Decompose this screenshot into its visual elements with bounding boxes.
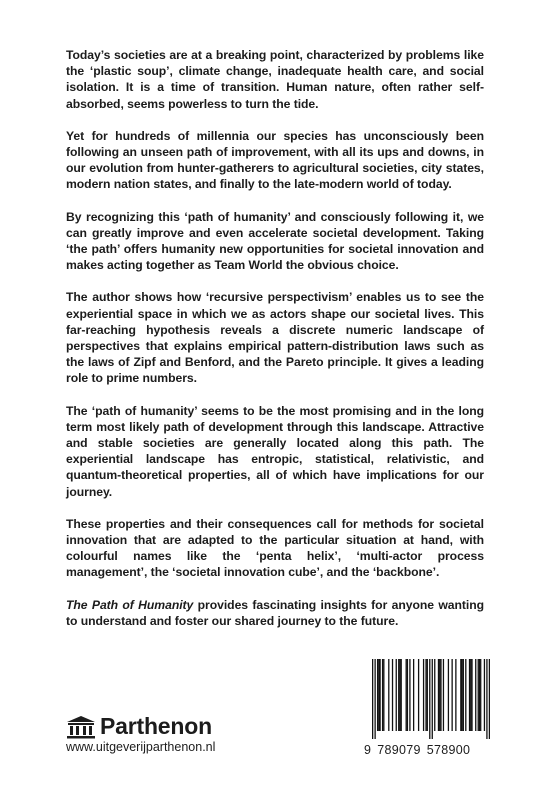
barcode-bar bbox=[388, 659, 389, 731]
blurb-paragraph-1: Today’s societies are at a breaking point, characterized by problems like the ‘plastic soup’, climate change, inadequate health care, and social isolation. It is a time of transition. Human nature, often rather self-absorbed, seems powerless to turn the tide. bbox=[66, 48, 484, 111]
barcode-bar bbox=[471, 659, 472, 731]
barcode-bar bbox=[399, 659, 400, 731]
book-title: The Path of Humanity bbox=[66, 597, 194, 612]
barcode-bar bbox=[423, 659, 424, 731]
blurb-paragraph-3: By recognizing this ‘path of humanity’ and consciously following it, we can greatly improve and even accelerate societal development. Taking ‘the path’ offers humanity new opportunities for societal innovation and makes acting together as Team World the obvious choice. bbox=[66, 209, 484, 273]
barcode-bar bbox=[377, 659, 378, 731]
barcode-bar bbox=[434, 659, 435, 731]
blurb-paragraph-6: These properties and their consequences call for methods for societal innovation that are adapted to the particular situation at hand, with colourful names like the ‘penta helix’, ‘multi-actor process management’, the ‘societal innovation cube’, and the ‘backbone’. bbox=[66, 516, 484, 580]
barcode-bar bbox=[382, 659, 383, 731]
barcode-bar bbox=[448, 659, 449, 731]
barcode-bar bbox=[425, 659, 426, 731]
barcode-bar bbox=[460, 659, 461, 731]
barcode-bar bbox=[461, 659, 462, 731]
barcode-bar bbox=[463, 659, 464, 731]
barcode-bar bbox=[475, 659, 476, 731]
barcode-bar bbox=[401, 659, 402, 731]
barcode-bar bbox=[443, 659, 444, 731]
barcode-bar bbox=[398, 659, 399, 731]
blurb-paragraph-7 bbox=[66, 597, 484, 629]
publisher-name: Parthenon bbox=[100, 713, 212, 739]
barcode-bar bbox=[480, 659, 481, 731]
barcode-bar bbox=[438, 659, 439, 731]
barcode-bar bbox=[486, 659, 487, 739]
barcode-bar bbox=[379, 659, 380, 731]
barcode-left-group: 789079 bbox=[377, 743, 421, 757]
blurb-paragraph-5: The ‘path of humanity’ seems to be the most promising and in the long term most likely path of development through this landscape. Attractive and stable societies are generally located along this path. The experiential landscape has entropic, statistical, relativistic, and quantum-theoretical properties, all of which have implications for our journey. bbox=[66, 403, 484, 499]
barcode-bar bbox=[439, 659, 440, 731]
barcode-bar bbox=[383, 659, 384, 731]
blurb-paragraph-4: The author shows how ‘recursive perspectivism’ enables us to see the experiential space in which we as actors shape our societal lives. This far-reaching hypothesis reveals a discrete numeric landscape of perspectives that explains empirical pattern-distribution laws such as the laws of Zipf and Benford, and the Pareto principle. It gives a leading role to prime numbers. bbox=[66, 290, 484, 386]
isbn-barcode bbox=[364, 659, 494, 759]
barcode-bar bbox=[378, 659, 379, 731]
publisher-logo bbox=[66, 713, 212, 740]
barcode-bar bbox=[489, 659, 490, 739]
barcode-bar bbox=[427, 659, 428, 731]
barcode-bar bbox=[451, 659, 452, 731]
barcode-bar bbox=[418, 659, 419, 731]
barcode-bar bbox=[479, 659, 480, 731]
barcode-bar bbox=[374, 659, 375, 739]
barcode-lead-digit: 9 bbox=[364, 743, 372, 757]
barcode-bar bbox=[469, 659, 470, 731]
barcode-bar bbox=[407, 659, 408, 731]
barcode-bar bbox=[432, 659, 433, 739]
barcode-bar bbox=[455, 659, 456, 731]
barcode-right-group: 578900 bbox=[426, 743, 471, 757]
barcode-bar bbox=[478, 659, 479, 731]
barcode-bar bbox=[392, 659, 393, 731]
barcode-bar bbox=[409, 659, 410, 731]
barcode-bar bbox=[465, 659, 466, 731]
barcode-bar bbox=[413, 659, 414, 731]
barcode-bar bbox=[372, 659, 373, 739]
blurb-paragraph-2: Yet for hundreds of millennia our species has unconsciously been following an unseen path of improvement, with all its ups and downs, in our evolution from hunter-gatherers to agricultural societies, city states, modern nation states, and finally to the late-modern world of today. bbox=[66, 128, 484, 192]
blurb-paragraph-7-text: provides fascinating insights for anyone wanting to understand and foster our shared journey to the future. bbox=[66, 597, 484, 628]
temple-icon bbox=[66, 715, 96, 739]
publisher-url: www.uitgeverijparthenon.nl bbox=[66, 740, 216, 754]
barcode-bar bbox=[484, 659, 485, 731]
barcode-digits bbox=[364, 743, 494, 757]
barcode-bars bbox=[372, 659, 490, 739]
barcode-bar bbox=[440, 659, 441, 731]
barcode-bar bbox=[396, 659, 397, 731]
barcode-bar bbox=[406, 659, 407, 731]
back-cover-text bbox=[66, 47, 484, 645]
barcode-bar bbox=[429, 659, 430, 739]
barcode-bar bbox=[470, 659, 471, 731]
